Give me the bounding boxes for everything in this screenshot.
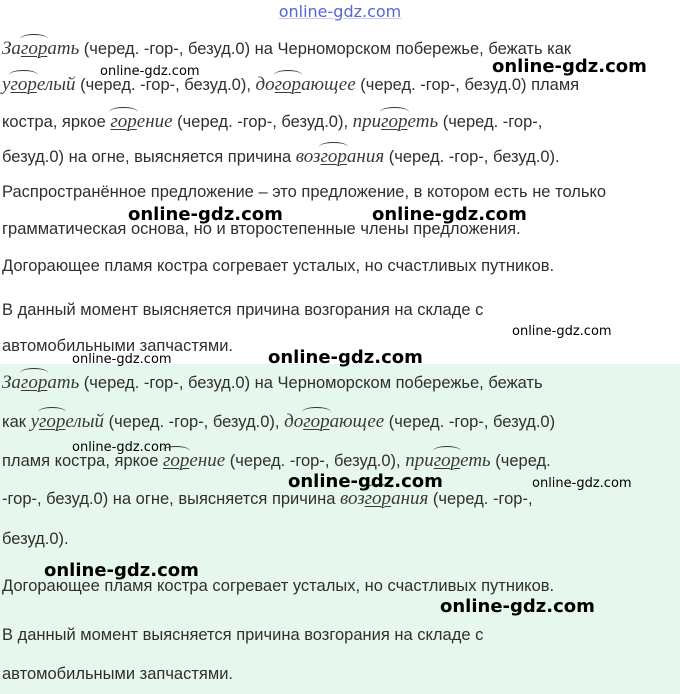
word-gorenie: горение bbox=[162, 450, 226, 471]
watermark: online-gdz.com bbox=[512, 324, 612, 339]
watermark: online-gdz.com bbox=[288, 471, 443, 492]
word-gorenie: горение bbox=[110, 111, 173, 132]
site-header-link[interactable]: online-gdz.com bbox=[278, 2, 402, 21]
block2-line3: пламя костра, яркое горение (черед. -гор-, безуд.0), пригореть (черед. bbox=[2, 450, 551, 471]
watermark: online-gdz.com bbox=[532, 476, 632, 491]
sentence-dogorayushchee: Догорающее пламя костра согревает усталых, но счастливых путников. bbox=[2, 577, 555, 595]
root-gor: гор bbox=[303, 411, 330, 432]
word-zagorat: Загорать bbox=[2, 38, 80, 59]
root-gor: гор bbox=[10, 74, 37, 95]
watermark: online-gdz.com bbox=[72, 352, 172, 367]
word-prigoret: пригореть bbox=[405, 450, 491, 471]
root-gor: гор bbox=[433, 450, 461, 471]
root-gor: гор bbox=[320, 146, 347, 167]
block2-line1: Загорать (черед. -гор-, безуд.0) на Черноморском побережье, бежать bbox=[2, 372, 543, 393]
word-prigoret: пригореть bbox=[352, 111, 439, 132]
block1-line4: безуд.0) на огне, выясняется причина возгорания (черед. -гор-, безуд.0). bbox=[2, 146, 560, 167]
watermark: online-gdz.com bbox=[100, 64, 200, 79]
word-vozgoraniya: возгорания bbox=[295, 146, 385, 167]
watermark: online-gdz.com bbox=[440, 596, 595, 617]
block1-line2: угорелый (черед. -гор-, безуд.0), догорающее (черед. -гор-, безуд.0) пламя bbox=[2, 74, 580, 95]
sentence-dogorayushchee: Догорающее пламя костра согревает усталых, но счастливых путников. bbox=[2, 257, 555, 275]
root-gor: гор bbox=[364, 488, 392, 509]
word-dogorayushchee: догорающее bbox=[284, 411, 385, 432]
sentence-vozgoraniya-line1: В данный момент выясняется причина возгорания на складе с bbox=[2, 301, 484, 319]
watermark: online-gdz.com bbox=[72, 440, 172, 455]
definition-line1: Распространённое предложение – это предложение, в котором есть не только bbox=[2, 183, 607, 201]
root-gor: гор bbox=[162, 450, 190, 471]
root-gor: гор bbox=[20, 372, 48, 393]
root-gor: гор bbox=[39, 411, 66, 432]
sentence-vozgoraniya-line1: В данный момент выясняется причина возгорания на складе с bbox=[2, 626, 484, 644]
word-ugorely: угорелый bbox=[2, 74, 76, 95]
block2-line2: как угорелый (черед. -гор-, безуд.0), догорающее (черед. -гор-, безуд.0) bbox=[2, 411, 556, 432]
root-gor: гор bbox=[274, 74, 302, 95]
watermark: online-gdz.com bbox=[44, 560, 199, 581]
watermark: online-gdz.com bbox=[268, 347, 423, 368]
word-zagorat: Загорать bbox=[2, 372, 80, 393]
word-ugorely: угорелый bbox=[30, 411, 105, 432]
watermark: online-gdz.com bbox=[372, 204, 527, 225]
watermark: online-gdz.com bbox=[492, 56, 647, 77]
watermark: online-gdz.com bbox=[128, 204, 283, 225]
root-gor: гор bbox=[20, 38, 48, 59]
sentence-vozgoraniya-line2: автомобильными запчастями. bbox=[2, 337, 233, 355]
block2-line4: -гор-, безуд.0) на огне, выясняется причина возгорания (черед. -гор-, bbox=[2, 488, 533, 509]
root-gor: гор bbox=[110, 111, 137, 132]
word-vozgoraniya: возгорания bbox=[339, 488, 429, 509]
definition-line2: грамматическая основа, но и второстепенные члены предложения. bbox=[2, 220, 521, 238]
root-gor: гор bbox=[381, 111, 408, 132]
block1-line1: Загорать (черед. -гор-, безуд.0) на Черноморском побережье, бежать как bbox=[2, 38, 572, 59]
block1-line3: костра, яркое горение (черед. -гор-, безуд.0), пригореть (черед. -гор-, bbox=[2, 111, 543, 132]
sentence-vozgoraniya-line2: автомобильными запчастями. bbox=[2, 665, 233, 683]
block2-line5: безуд.0). bbox=[2, 530, 69, 548]
word-dogorayushchee: догорающее bbox=[255, 74, 356, 95]
